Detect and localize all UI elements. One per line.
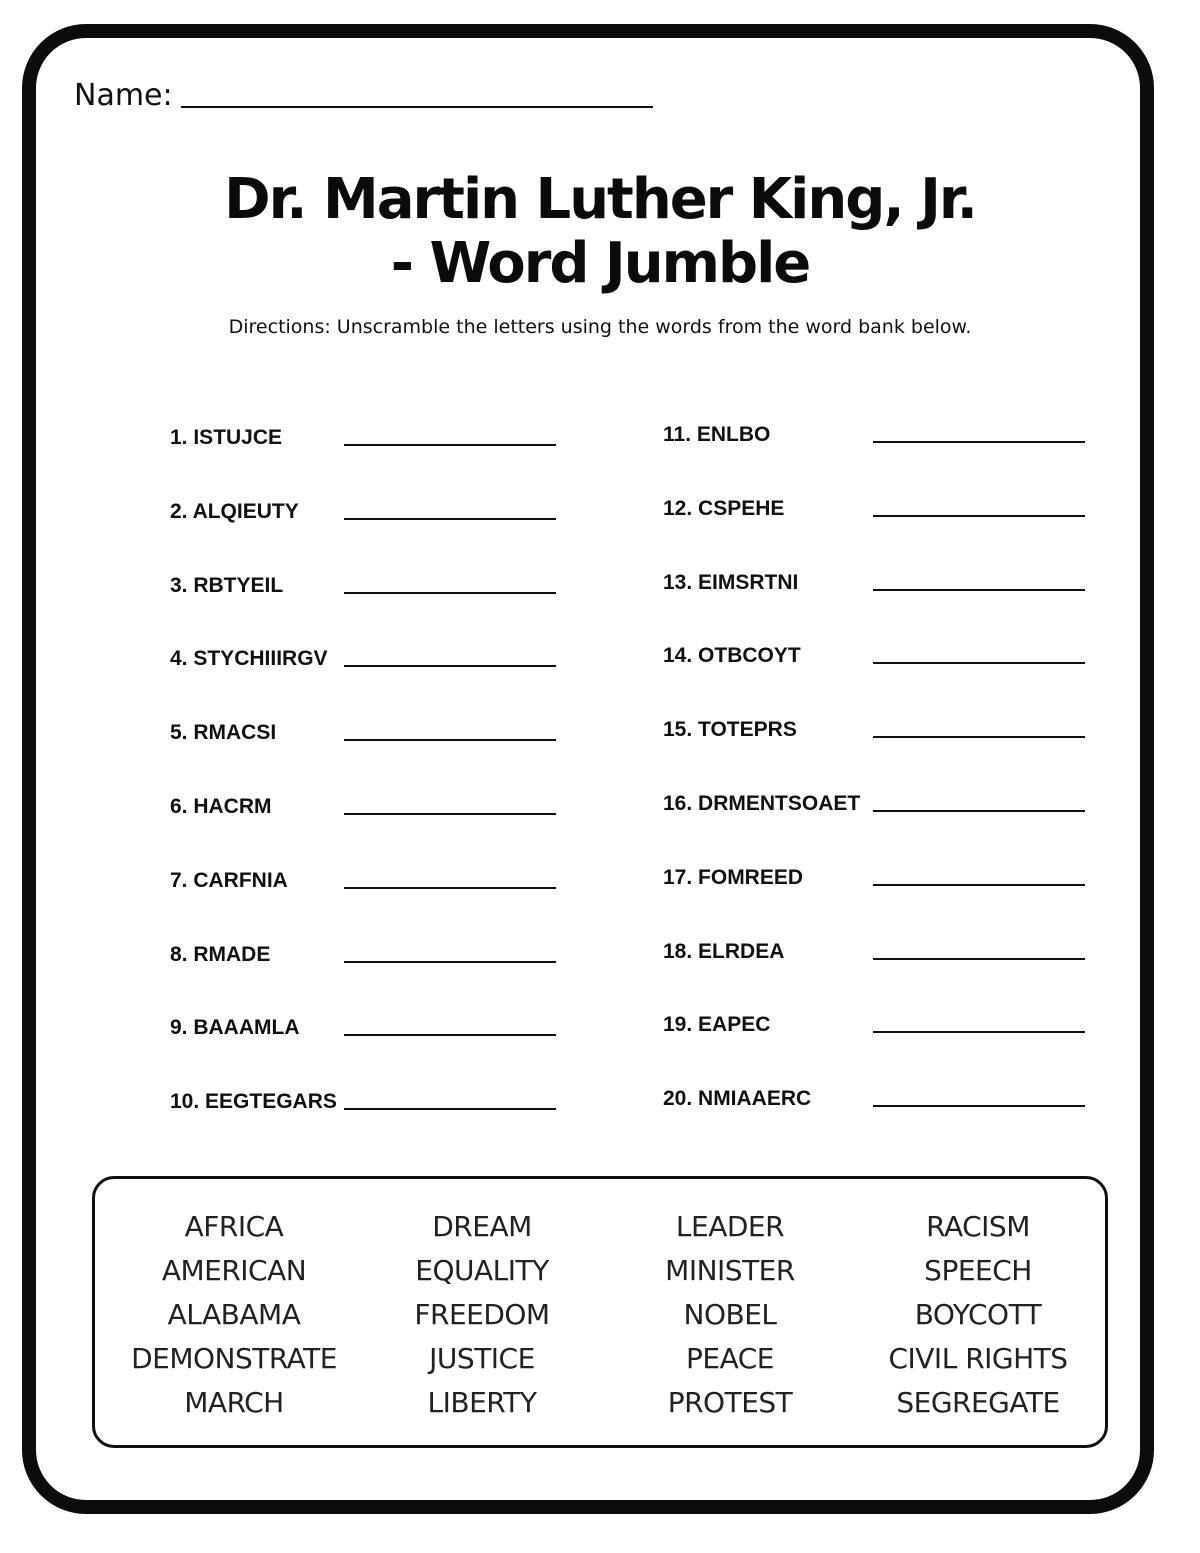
- jumble-word: 9. BAAAMLA: [170, 1016, 300, 1040]
- answer-line: [873, 441, 1085, 443]
- word-bank-entry: DREAM: [432, 1210, 532, 1243]
- jumble-word: 17. FOMREED: [663, 865, 804, 889]
- jumble-item: [663, 638, 1063, 712]
- jumble-item: [170, 494, 570, 568]
- jumble-item: [663, 1081, 1063, 1155]
- answer-line: [873, 662, 1085, 664]
- jumble-column-left: [170, 420, 570, 1158]
- jumble-word: 20. NMIAAERC: [663, 1087, 812, 1111]
- jumble-word: 12. CSPEHE: [663, 496, 785, 520]
- jumble-word: 19. EAPEC: [663, 1013, 771, 1037]
- word-bank-entry: LIBERTY: [427, 1386, 537, 1419]
- jumble-item: [663, 712, 1063, 786]
- word-bank-entry: SPEECH: [924, 1254, 1032, 1287]
- jumble-item: [170, 1010, 570, 1084]
- name-blank-line: [181, 106, 653, 108]
- answer-line: [344, 887, 556, 889]
- word-bank-column: [110, 1205, 358, 1425]
- word-bank-entry: BOYCOTT: [914, 1298, 1042, 1331]
- answer-line: [873, 958, 1085, 960]
- answer-line: [873, 884, 1085, 886]
- jumble-item: [170, 420, 570, 494]
- jumble-item: [663, 1007, 1063, 1081]
- answer-line: [873, 589, 1085, 591]
- jumble-word: 5. RMACSI: [170, 721, 277, 745]
- word-bank-entry: EQUALITY: [415, 1254, 549, 1287]
- answer-line: [873, 736, 1085, 738]
- jumble-word: 2. ALQIEUTY: [170, 499, 299, 523]
- word-bank-entry: JUSTICE: [429, 1342, 535, 1375]
- answer-line: [344, 1108, 556, 1110]
- title-line-2: - Word Jumble: [390, 231, 810, 296]
- jumble-item: [170, 937, 570, 1011]
- name-row: [74, 78, 653, 114]
- title-line-1: Dr. Martin Luther King, Jr.: [224, 167, 976, 232]
- jumble-word: 6. HACRM: [170, 794, 272, 818]
- answer-line: [344, 518, 556, 520]
- jumble-item: [170, 568, 570, 642]
- jumble-item: [170, 863, 570, 937]
- jumble-word: 16. DRMENTSOAET: [663, 791, 861, 815]
- word-bank-entry: DEMONSTRATE: [131, 1342, 337, 1375]
- word-bank-entry: NOBEL: [683, 1298, 777, 1331]
- jumble-word: 14. OTBCOYT: [663, 644, 801, 668]
- answer-line: [344, 665, 556, 667]
- answer-line: [873, 810, 1085, 812]
- jumble-word: 3. RBTYEIL: [170, 573, 284, 597]
- word-bank-entry: CIVIL RIGHTS: [888, 1342, 1068, 1375]
- word-bank-entry: PROTEST: [667, 1386, 793, 1419]
- jumble-item: [170, 715, 570, 789]
- answer-line: [873, 1105, 1085, 1107]
- directions-text: Directions: Unscramble the letters using the words from the word bank below.: [228, 316, 972, 338]
- name-label: Name:: [74, 78, 173, 113]
- answer-line: [344, 592, 556, 594]
- worksheet-title: [150, 168, 1050, 296]
- answer-line: [873, 1031, 1085, 1033]
- jumble-word: 11. ENLBO: [663, 423, 771, 446]
- answer-line: [344, 961, 556, 963]
- jumble-item: [663, 934, 1063, 1008]
- word-bank-column: [358, 1205, 606, 1425]
- jumble-item: [663, 786, 1063, 860]
- word-bank-entry: SEGREGATE: [896, 1386, 1060, 1419]
- jumble-word: 15. TOTEPRS: [663, 718, 797, 742]
- jumble-word: 18. ELRDEA: [663, 939, 785, 963]
- word-bank-entry: MINISTER: [665, 1254, 795, 1287]
- word-bank-entry: FREEDOM: [414, 1298, 550, 1331]
- jumble-word: 10. EEGTEGARS: [170, 1090, 337, 1114]
- word-bank-entry: AMERICAN: [161, 1254, 307, 1287]
- jumble-item: [170, 789, 570, 863]
- jumble-word: 4. STYCHIIIRGV: [170, 647, 328, 671]
- jumble-word: 7. CARFNIA: [170, 868, 288, 892]
- word-bank-column: [606, 1205, 854, 1425]
- jumble-column-right: [663, 417, 1063, 1155]
- jumble-item: [663, 417, 1063, 491]
- answer-line: [344, 444, 556, 446]
- word-bank: [92, 1176, 1108, 1448]
- jumble-word: 13. EIMSRTNI: [663, 570, 799, 594]
- jumble-word: 1. ISTUJCE: [170, 426, 283, 449]
- word-bank-entry: AFRICA: [184, 1210, 284, 1243]
- word-bank-entry: MARCH: [184, 1386, 284, 1419]
- jumble-item: [663, 860, 1063, 934]
- word-bank-column: [854, 1205, 1102, 1425]
- jumble-item: [170, 1084, 570, 1158]
- answer-line: [344, 813, 556, 815]
- jumble-word: 8. RMADE: [170, 942, 271, 966]
- word-bank-entry: RACISM: [926, 1210, 1030, 1243]
- word-bank-entry: PEACE: [686, 1342, 774, 1375]
- answer-line: [344, 739, 556, 741]
- word-bank-entry: ALABAMA: [167, 1298, 301, 1331]
- answer-line: [873, 515, 1085, 517]
- word-bank-entry: LEADER: [675, 1210, 785, 1243]
- answer-line: [344, 1034, 556, 1036]
- jumble-item: [663, 565, 1063, 639]
- jumble-item: [170, 641, 570, 715]
- jumble-item: [663, 491, 1063, 565]
